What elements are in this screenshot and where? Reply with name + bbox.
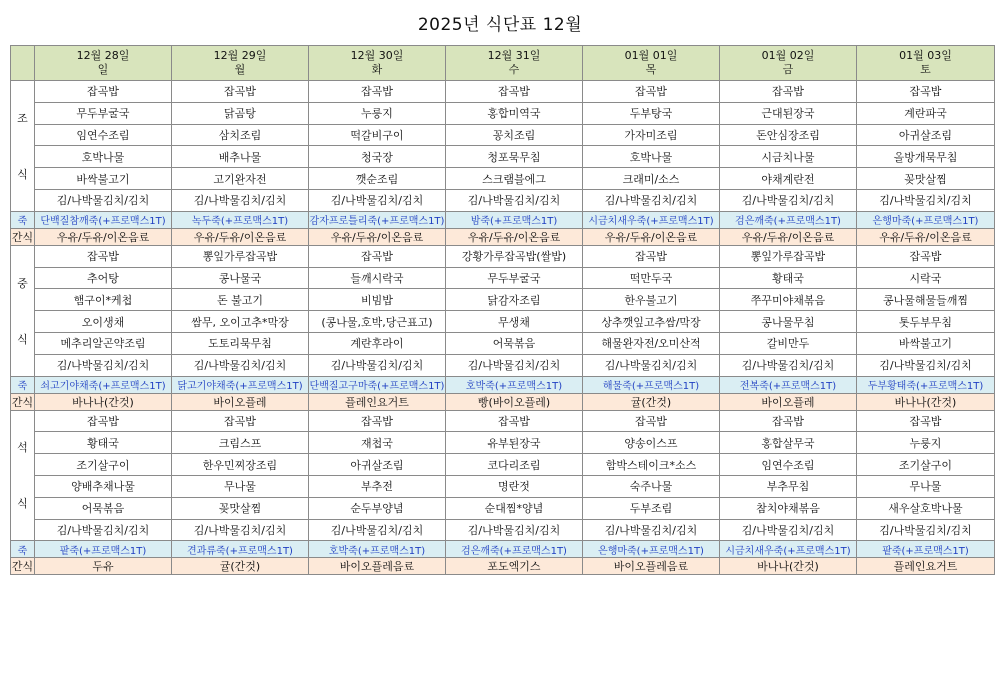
menu-cell: 쭈꾸미야채볶음	[720, 289, 857, 311]
snack-cell: 바이오플레음료	[583, 558, 720, 575]
snack-cell: 우유/두유/이온음료	[172, 228, 309, 245]
snack-cell: 바나나(간것)	[35, 393, 172, 410]
menu-cell: 두부조림	[583, 497, 720, 519]
snack-cell: 두유	[35, 558, 172, 575]
menu-row	[11, 146, 995, 168]
menu-cell: 꽂맛살찜	[172, 497, 309, 519]
menu-cell: 무생채	[446, 311, 583, 333]
snack-cell: 바나나(간것)	[857, 393, 995, 410]
menu-cell: 추어탕	[35, 267, 172, 289]
snack-cell: 우유/두유/이온음료	[446, 228, 583, 245]
day-weekday: 일	[97, 63, 109, 76]
menu-cell: 올방개묵무침	[857, 146, 995, 168]
menu-cell: 순두부양념	[309, 497, 446, 519]
snack-cell: 플레인요거트	[857, 558, 995, 575]
snack-row	[11, 228, 995, 245]
menu-cell: 누룽지	[857, 432, 995, 454]
menu-row	[11, 102, 995, 124]
juk-cell: 견과류죽(+프로맥스1T)	[172, 541, 309, 558]
menu-cell: 무두부굴국	[446, 267, 583, 289]
menu-cell: 삼치조림	[172, 124, 309, 146]
meal-label-char: 석	[17, 441, 28, 455]
menu-cell: 잡곡밥	[720, 410, 857, 432]
menu-cell: 김/나박물김치/김치	[309, 519, 446, 541]
juk-cell: 은행마죽(+프로맥스1T)	[857, 211, 995, 228]
menu-cell: 야채계란전	[720, 168, 857, 190]
menu-cell: 잡곡밥	[583, 81, 720, 103]
snack-cell: 포도엑기스	[446, 558, 583, 575]
menu-cell: 고기완자전	[172, 168, 309, 190]
menu-cell: 바싹불고기	[857, 332, 995, 354]
menu-cell: 떡만두국	[583, 267, 720, 289]
juk-cell: 해물죽(+프로맥스1T)	[583, 376, 720, 393]
menu-cell: 햄구이*케첩	[35, 289, 172, 311]
menu-cell: 김/나박물김치/김치	[309, 189, 446, 211]
day-header	[35, 46, 172, 81]
meal-label-char: 식	[17, 497, 28, 511]
juk-cell: 시금치새우죽(+프로맥스1T)	[720, 541, 857, 558]
menu-cell: 떡갈비구이	[309, 124, 446, 146]
snack-cell: 우유/두유/이온음료	[35, 228, 172, 245]
juk-cell: 닭고기야채죽(+프로맥스1T)	[172, 376, 309, 393]
menu-cell: 메추리알곤약조림	[35, 332, 172, 354]
snack-cell: 우유/두유/이온음료	[309, 228, 446, 245]
menu-row	[11, 332, 995, 354]
menu-cell: 두부탕국	[583, 102, 720, 124]
day-date: 01월 02일	[761, 49, 815, 62]
menu-cell: 계란파국	[857, 102, 995, 124]
menu-cell: 잡곡밥	[583, 410, 720, 432]
meal-label-char: 식	[17, 332, 28, 346]
menu-cell: 비빔밥	[309, 289, 446, 311]
meal-label-dinner	[11, 410, 35, 541]
menu-cell: 함박스테이크*소스	[583, 454, 720, 476]
menu-cell: 강황가루잡곡밥(쌀밥)	[446, 245, 583, 267]
menu-cell: 김/나박물김치/김치	[720, 519, 857, 541]
menu-row	[11, 432, 995, 454]
snack-cell: 바이오플레	[172, 393, 309, 410]
menu-cell: 잡곡밥	[309, 410, 446, 432]
meal-label-char: 조	[17, 111, 28, 125]
menu-cell: 누룽지	[309, 102, 446, 124]
juk-cell: 검은깨죽(+프로맥스1T)	[720, 211, 857, 228]
juk-label: 죽	[11, 211, 35, 228]
menu-cell: 홍합미역국	[446, 102, 583, 124]
menu-cell: 임연수조림	[35, 124, 172, 146]
menu-cell: 호박나물	[35, 146, 172, 168]
snack-cell: 귤(간것)	[583, 393, 720, 410]
day-weekday: 토	[920, 63, 931, 76]
menu-row	[11, 454, 995, 476]
menu-cell: 꽂맛살찜	[857, 168, 995, 190]
menu-cell: 바싹불고기	[35, 168, 172, 190]
menu-cell: 김/나박물김치/김치	[172, 519, 309, 541]
juk-cell: 밤죽(+프로맥스1T)	[446, 211, 583, 228]
menu-cell: 돈 불고기	[172, 289, 309, 311]
menu-cell: 잡곡밥	[172, 410, 309, 432]
day-weekday: 월	[234, 63, 246, 76]
menu-row	[11, 124, 995, 146]
snack-cell: 바나나(간것)	[720, 558, 857, 575]
menu-cell: 순대찜*양념	[446, 497, 583, 519]
menu-row	[11, 81, 995, 103]
menu-cell: 잡곡밥	[309, 245, 446, 267]
menu-cell: 상추깻잎고추쌈/막장	[583, 311, 720, 333]
day-date: 01월 01일	[624, 49, 678, 62]
menu-cell: 김/나박물김치/김치	[446, 189, 583, 211]
header-row	[11, 46, 995, 81]
menu-cell: 아귀살조림	[309, 454, 446, 476]
juk-cell: 단백질참깨죽(+프로맥스1T)	[35, 211, 172, 228]
juk-label: 죽	[11, 541, 35, 558]
juk-cell: 녹두죽(+프로맥스1T)	[172, 211, 309, 228]
menu-row	[11, 245, 995, 267]
menu-cell: 황태국	[35, 432, 172, 454]
day-weekday: 목	[645, 63, 657, 76]
menu-cell: 잡곡밥	[857, 410, 995, 432]
menu-cell: 콩나물해물들깨찜	[857, 289, 995, 311]
menu-cell: 새우살호박나물	[857, 497, 995, 519]
juk-cell: 시금치새우죽(+프로맥스1T)	[583, 211, 720, 228]
juk-cell: 은행마죽(+프로맥스1T)	[583, 541, 720, 558]
snack-row	[11, 558, 995, 575]
menu-cell: 임연수조림	[720, 454, 857, 476]
snack-label: 간식	[11, 558, 35, 575]
day-header	[583, 46, 720, 81]
snack-cell: 우유/두유/이온음료	[720, 228, 857, 245]
day-date: 12월 30일	[350, 49, 404, 62]
menu-cell: 오이생채	[35, 311, 172, 333]
menu-cell: 콩나물무침	[720, 311, 857, 333]
menu-cell: 홍합살무국	[720, 432, 857, 454]
juk-cell: 두부황태죽(+프로맥스1T)	[857, 376, 995, 393]
menu-cell: 양배추채나물	[35, 475, 172, 497]
menu-cell: 잡곡밥	[35, 81, 172, 103]
juk-cell: 팥죽(+프로맥스1T)	[857, 541, 995, 558]
snack-cell: 빵(바이오플레)	[446, 393, 583, 410]
day-date: 01월 03일	[899, 49, 952, 62]
menu-cell: 무나물	[857, 475, 995, 497]
juk-cell: 검은깨죽(+프로맥스1T)	[446, 541, 583, 558]
menu-cell: 청국장	[309, 146, 446, 168]
menu-cell: 김/나박물김치/김치	[857, 519, 995, 541]
menu-cell: 잡곡밥	[446, 81, 583, 103]
day-weekday: 화	[371, 63, 383, 76]
menu-cell: 김/나박물김치/김치	[857, 354, 995, 376]
menu-cell: 김/나박물김치/김치	[720, 354, 857, 376]
menu-cell: 어묵볶음	[446, 332, 583, 354]
meal-label-breakfast	[11, 81, 35, 212]
menu-cell: 시락국	[857, 267, 995, 289]
menu-cell: 잡곡밥	[857, 81, 995, 103]
menu-cell: 크림스프	[172, 432, 309, 454]
menu-row	[11, 475, 995, 497]
menu-cell: 청포묵무침	[446, 146, 583, 168]
menu-cell: 콩나물국	[172, 267, 309, 289]
menu-cell: 명란젓	[446, 475, 583, 497]
menu-cell: 톳두부무침	[857, 311, 995, 333]
menu-cell: 김/나박물김치/김치	[446, 354, 583, 376]
day-date: 12월 31일	[487, 49, 541, 62]
meal-plan-table	[10, 45, 995, 575]
menu-cell: 한우민찌장조림	[172, 454, 309, 476]
menu-cell: 근대된장국	[720, 102, 857, 124]
juk-cell: 단백질고구마죽(+프로맥스1T)	[309, 376, 446, 393]
menu-row	[11, 289, 995, 311]
menu-cell: 배추나물	[172, 146, 309, 168]
juk-cell: 호박죽(+프로맥스1T)	[309, 541, 446, 558]
menu-cell: 갈비만두	[720, 332, 857, 354]
menu-cell: 잡곡밥	[172, 81, 309, 103]
menu-row	[11, 519, 995, 541]
day-header	[446, 46, 583, 81]
menu-cell: 참치야채볶음	[720, 497, 857, 519]
menu-cell: 무나물	[172, 475, 309, 497]
juk-cell: 전복죽(+프로맥스1T)	[720, 376, 857, 393]
day-weekday: 수	[508, 63, 520, 76]
juk-row	[11, 211, 995, 228]
snack-cell: 우유/두유/이온음료	[857, 228, 995, 245]
menu-cell: 아귀살조림	[857, 124, 995, 146]
snack-cell: 우유/두유/이온음료	[583, 228, 720, 245]
menu-cell: 김/나박물김치/김치	[446, 519, 583, 541]
juk-label: 죽	[11, 376, 35, 393]
day-date: 12월 28일	[76, 49, 130, 62]
menu-cell: 유부된장국	[446, 432, 583, 454]
day-header	[857, 46, 995, 81]
juk-cell: 팥죽(+프로맥스1T)	[35, 541, 172, 558]
menu-cell: 계란후라이	[309, 332, 446, 354]
menu-cell: 양송이스프	[583, 432, 720, 454]
menu-row	[11, 410, 995, 432]
menu-cell: 호박나물	[583, 146, 720, 168]
snack-label: 간식	[11, 228, 35, 245]
juk-cell: 쇠고기야채죽(+프로맥스1T)	[35, 376, 172, 393]
menu-cell: 부추무침	[720, 475, 857, 497]
snack-row	[11, 393, 995, 410]
snack-label: 간식	[11, 393, 35, 410]
menu-cell: 쌈무, 오이고추*막장	[172, 311, 309, 333]
menu-cell: 잡곡밥	[309, 81, 446, 103]
menu-cell: 무두부굴국	[35, 102, 172, 124]
menu-row	[11, 354, 995, 376]
menu-cell: 잡곡밥	[446, 410, 583, 432]
menu-cell: 코다리조림	[446, 454, 583, 476]
juk-cell: 감자프로틀리죽(+프로맥스1T)	[309, 211, 446, 228]
menu-row	[11, 168, 995, 190]
menu-cell: 김/나박물김치/김치	[35, 189, 172, 211]
day-header	[172, 46, 309, 81]
menu-cell: 재첩국	[309, 432, 446, 454]
menu-cell: 닭감자조림	[446, 289, 583, 311]
menu-cell: 황태국	[720, 267, 857, 289]
snack-cell: 귤(간것)	[172, 558, 309, 575]
menu-row	[11, 311, 995, 333]
day-header	[309, 46, 446, 81]
juk-row	[11, 376, 995, 393]
menu-cell: 숙주나물	[583, 475, 720, 497]
menu-cell: 잡곡밥	[720, 81, 857, 103]
menu-cell: 잡곡밥	[857, 245, 995, 267]
menu-cell: 닭곰탕	[172, 102, 309, 124]
menu-cell: 김/나박물김치/김치	[172, 354, 309, 376]
menu-cell: 김/나박물김치/김치	[172, 189, 309, 211]
menu-cell: 들깨시락국	[309, 267, 446, 289]
juk-cell: 호박죽(+프로맥스1T)	[446, 376, 583, 393]
menu-cell: 깻순조림	[309, 168, 446, 190]
snack-cell: 바이오플레	[720, 393, 857, 410]
menu-cell: 해물완자전/오미산적	[583, 332, 720, 354]
menu-cell: 돈안심장조림	[720, 124, 857, 146]
meal-label-char: 중	[17, 276, 28, 290]
menu-row	[11, 267, 995, 289]
meal-label-char: 식	[17, 167, 28, 181]
menu-cell: (콩나물,호박,당근표고)	[309, 311, 446, 333]
menu-cell: 부추전	[309, 475, 446, 497]
menu-cell: 어묵볶음	[35, 497, 172, 519]
menu-cell: 김/나박물김치/김치	[857, 189, 995, 211]
snack-cell: 플레인요거트	[309, 393, 446, 410]
page-title: 2025년 식단표 12월	[417, 15, 583, 35]
day-header	[720, 46, 857, 81]
menu-cell: 뽕잎가루잡곡밥	[720, 245, 857, 267]
menu-cell: 김/나박물김치/김치	[720, 189, 857, 211]
menu-cell: 도토리묵무침	[172, 332, 309, 354]
day-date: 12월 29일	[213, 49, 267, 62]
juk-row	[11, 541, 995, 558]
menu-cell: 김/나박물김치/김치	[583, 189, 720, 211]
menu-cell: 꽁치조림	[446, 124, 583, 146]
menu-cell: 김/나박물김치/김치	[309, 354, 446, 376]
menu-row	[11, 189, 995, 211]
day-weekday: 금	[782, 63, 794, 76]
menu-cell: 김/나박물김치/김치	[583, 354, 720, 376]
menu-cell: 크래미/소스	[583, 168, 720, 190]
corner-cell	[11, 46, 35, 81]
snack-cell: 바이오플레음료	[309, 558, 446, 575]
menu-cell: 가자미조림	[583, 124, 720, 146]
menu-cell: 뽕잎가루잡곡밥	[172, 245, 309, 267]
menu-cell: 김/나박물김치/김치	[35, 354, 172, 376]
menu-cell: 잡곡밥	[35, 245, 172, 267]
menu-cell: 김/나박물김치/김치	[35, 519, 172, 541]
meal-label-lunch	[11, 245, 35, 376]
menu-row	[11, 497, 995, 519]
menu-cell: 잡곡밥	[35, 410, 172, 432]
menu-cell: 스크램블에그	[446, 168, 583, 190]
menu-cell: 잡곡밥	[583, 245, 720, 267]
menu-cell: 조기살구이	[35, 454, 172, 476]
menu-cell: 조기살구이	[857, 454, 995, 476]
menu-cell: 한우불고기	[583, 289, 720, 311]
menu-cell: 김/나박물김치/김치	[583, 519, 720, 541]
menu-cell: 시금치나물	[720, 146, 857, 168]
